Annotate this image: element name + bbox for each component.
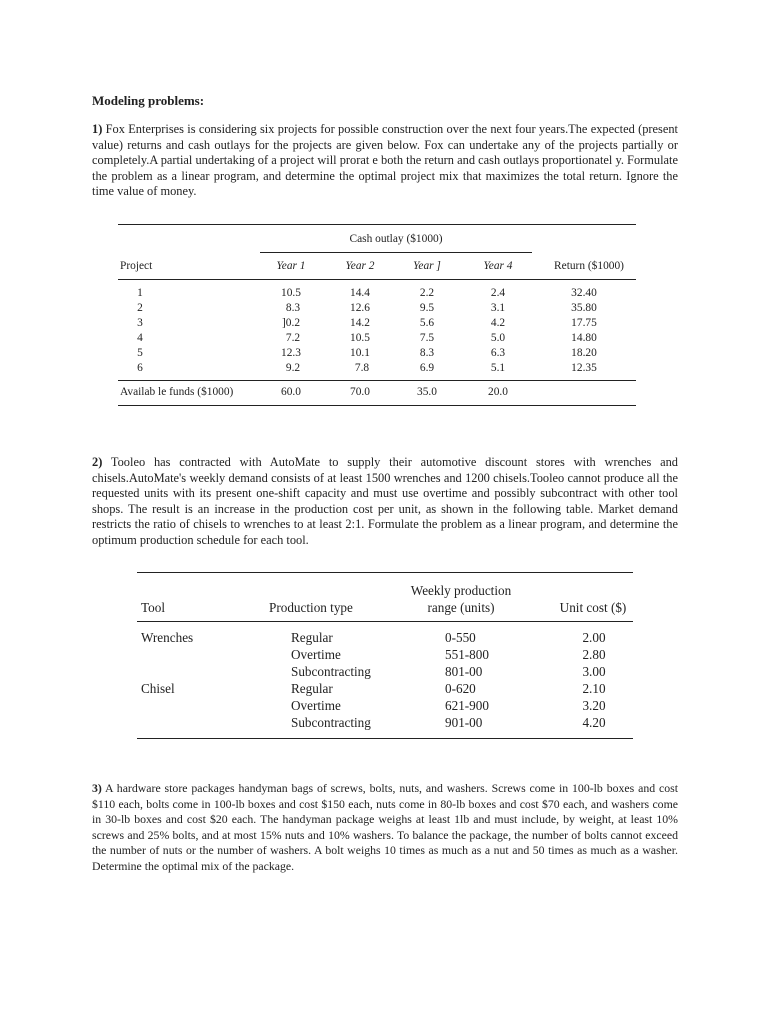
table-cell: 35.80 [571,302,597,314]
problem-2-number: 2) [92,455,103,469]
col-header-tool: Tool [141,600,165,615]
table-cell: 8.3 [285,302,301,314]
funds-rule [118,380,636,381]
table-cell: 5 [137,347,143,359]
problem-3-number: 3) [92,781,102,795]
table-cell: 0-620 [445,681,476,696]
table-cell: 70.0 [350,386,370,398]
table-cell: 9.2 [285,362,301,374]
table-cell: 1 [137,287,143,299]
problem-1-body: Fox Enterprises is considering six projects for possible construction over the next four years.The expected (present value) returns and cash outlays for the projects are given below. Fox can undertake any of the projects partially or completely.A partial undertaking of a project will prorat e both the return and cash outlays proportionatel y. Formulate the problem as a linear program, and determine the optimal project mix that maximizes the total return. Ignore the time value of money. [92,122,678,199]
table-cell: 2.2 [419,287,435,299]
table-top-rule [118,224,636,225]
problem-3-text [92,781,678,875]
table-cell: 3.1 [490,302,506,314]
table-cell: 2.10 [582,681,606,696]
table-cell: 7.8 [354,362,370,374]
col-header-unit-cost: Unit cost ($) [559,600,627,615]
table-cell: Overtime [291,698,341,713]
table-cell: 6 [137,362,143,374]
table-bottom-rule [118,405,636,406]
table-cell: 14.2 [350,317,370,329]
problem-3-body: A hardware store packages handyman bags of screws, bolts, nuts, and washers. Screws come in 100-lb boxes and cost $110 each, bolts come in 100-lb boxes and cost $150 each, nuts come in 80-lb boxes and cost $70 each, and washers come in 30-lb boxes and cost $20 each. The handyman package weighs at least 1lb and must include, by weight, at least 10% screws and 25% bolts, and at most 15% nuts and 10% washers. To balance the package, the number of bolts cannot exceed the number of nuts or the number of washers. A bolt weighs 10 times as much as a nut and 50 times as much as a washer. Determine the optimal mix of the package. [92,781,678,873]
table-cell: 2.4 [490,287,506,299]
table-cell: 35.0 [417,386,437,398]
table-cell: 7.5 [419,332,435,344]
section-heading: Modeling problems: [92,93,205,108]
table-cell: 3 [137,317,143,329]
table-cell: 18.20 [571,347,597,359]
table-cell: Subcontracting [291,715,371,730]
table-cell: 3.20 [582,698,606,713]
table-cell: 12.35 [571,362,597,374]
table-cell: 12.6 [350,302,370,314]
table-cell: 621-900 [445,698,489,713]
col-header-production-type: Production type [269,600,353,615]
table-cell: 14.80 [571,332,597,344]
table-cell: 32.40 [571,287,597,299]
table-cell: 8.3 [419,347,435,359]
project-cash-outlay-table [118,224,636,406]
col-header-year-1: Year 1 [276,260,306,272]
table-cell: Subcontracting [291,664,371,679]
production-cost-table [137,572,633,740]
col-header-project: Project [120,260,153,272]
table-cell: 3.00 [582,664,606,679]
table-top-rule [137,572,633,573]
col-header-year-4: Year 4 [483,260,513,272]
table-cell: 4.2 [490,317,506,329]
problem-1-text [92,122,678,200]
problem-1-number: 1) [92,122,103,136]
table-cell: 7.2 [285,332,301,344]
table-cell: ]0.2 [281,317,301,329]
table-cell: 14.4 [350,287,370,299]
col-header-return: Return ($1000) [554,260,624,272]
group-header-rule [260,252,532,253]
table-cell: 5.0 [490,332,506,344]
col-header-year-3: Year ] [413,260,441,272]
header-rule [118,279,636,280]
table-cell: 901-00 [445,715,483,730]
col-header-range-line-2: range (units) [427,600,495,615]
table-cell: 4.20 [582,715,606,730]
table-cell: 10.5 [281,287,301,299]
table-cell: 2.00 [582,630,606,645]
table-cell: 2 [137,302,143,314]
col-header-year-2: Year 2 [345,260,375,272]
table-cell: 12.3 [281,347,301,359]
header-rule [137,621,633,622]
table-cell: 6.3 [490,347,506,359]
table-cell: 5.6 [419,317,435,329]
col-header-range-line-1: Weekly production [410,583,512,598]
table-cell: 10.1 [350,347,370,359]
table-cell: 551-800 [445,647,489,662]
table-cell: Regular [291,630,333,645]
table-cell: 17.75 [571,317,597,329]
table-cell: Overtime [291,647,341,662]
cash-outlay-group-header: Cash outlay ($1000) [349,233,443,245]
table-cell: 0-550 [445,630,476,645]
table-cell: 5.1 [490,362,506,374]
problem-2-text [92,455,678,549]
table-cell: 10.5 [350,332,370,344]
table-cell: Regular [291,681,333,696]
tool-chisel: Chisel [141,681,175,696]
table-cell: 9.5 [419,302,435,314]
available-funds-label: Availab le funds ($1000) [120,386,234,398]
table-bottom-rule [137,738,633,739]
tool-wrenches: Wrenches [141,630,194,645]
table-cell: 6.9 [419,362,435,374]
problem-2-body: Tooleo has contracted with AutoMate to supply their automotive discount stores with wrenches and chisels.AutoMate's weekly demand consists of at least 1500 wrenches and 1200 chisels.Tooleo cannot produce all the requested units with its present one-shift capacity and must use overtime and possibly subcontract with other tool shops. The result is an increase in the production cost per unit, as shown in the following table. Market demand restricts the ratio of chisels to wrenches to at least 2:1. Formulate the problem as a linear program, and determine the optimum production schedule for each tool. [92,455,678,547]
table-cell: 20.0 [488,386,508,398]
table-cell: 2.80 [582,647,606,662]
table-cell: 801-00 [445,664,483,679]
table-cell: 60.0 [281,386,301,398]
table-cell: 4 [137,332,143,344]
